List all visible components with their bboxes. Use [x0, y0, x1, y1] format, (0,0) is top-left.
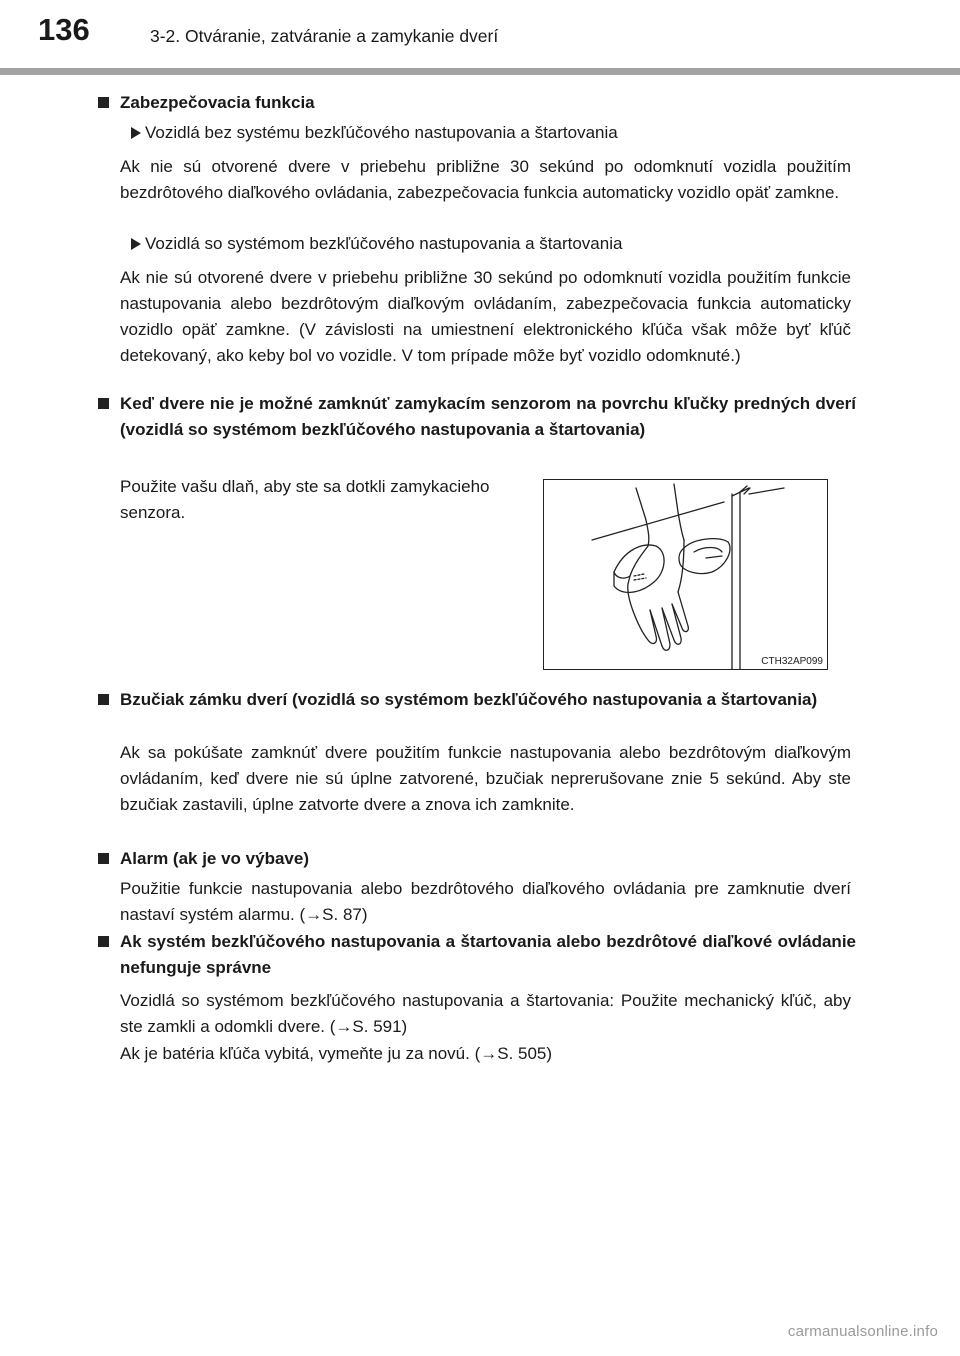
paragraph: Ak nie sú otvorené dvere v priebehu približne 30 sekúnd po odomknutí vozidla použitím funkcie nastupovania alebo bezdrôtovým diaľkovým ovládaním, zabezpečovacia funkcia automaticky vozidlo opäť zamkne. (V závislosti na umiestnení elektronického kľúča však môže byť kľúč detekovaný, ako keby bol vo vozidle. V tom prípade môže byť vozidlo odomknuté.) [120, 268, 851, 365]
door-crease-line [592, 502, 724, 540]
section-heading: Keď dvere nie je možné zamknúť zamykacím senzorom na povrchu kľučky predných dverí (vozidlá so systémom bezkľúčového nastupovania a štartovania) [98, 391, 856, 443]
triangle-bullet-icon [131, 238, 141, 250]
square-bullet-icon [98, 936, 109, 947]
section-heading: Bzučiak zámku dverí (vozidlá so systémom bezkľúčového nastupovania a štartovania) [98, 687, 856, 713]
handle-recess [614, 545, 664, 592]
chapter-title: 3-2. Otváranie, zatváranie a zamykanie dverí [150, 26, 499, 46]
hand-on-door-handle-image [544, 480, 827, 669]
section-heading: Alarm (ak je vo výbave) [98, 846, 856, 872]
paragraph: Vozidlá so systémom bezkľúčového nastupovania a štartovania: Použite mechanický kľúč, aby ste zamkli a odomkli dvere. (→S. 591) [120, 991, 851, 1036]
section-heading: Zabezpečovacia funkcia [98, 90, 856, 116]
watermark: carmanualsonline.info [787, 1323, 938, 1340]
paragraph: Použitie funkcie nastupovania alebo bezdrôtového diaľkového ovládania pre zamknutie dverí nastaví systém alarmu. (→S. 87) [120, 879, 851, 924]
square-bullet-icon [98, 97, 109, 108]
page-number: 136 [38, 12, 90, 47]
page-header [0, 0, 960, 80]
figure-code: CTH32AP099 [761, 656, 823, 667]
square-bullet-icon [98, 398, 109, 409]
lock-sensor-illustration [543, 479, 828, 670]
square-bullet-icon [98, 853, 109, 864]
triangle-bullet-icon [131, 127, 141, 139]
square-bullet-icon [98, 694, 109, 705]
subheading: Vozidlá so systémom bezkľúčového nastupovania a štartovania [131, 231, 851, 257]
header-rule [0, 68, 960, 75]
section-heading: Ak systém bezkľúčového nastupovania a štartovania alebo bezdrôtové diaľkové ovládanie nefunguje správne [98, 929, 856, 981]
figure-caption: Použite vašu dlaň, aby ste sa dotkli zamykacieho senzora. [120, 477, 490, 522]
hand-outline [628, 546, 657, 643]
paragraph: Ak nie sú otvorené dvere v priebehu približne 30 sekúnd po odomknutí vozidla použitím bezdrôtového diaľkového ovládania, zabezpečovacia funkcia automaticky vozidlo opäť zamkne. [120, 157, 851, 202]
subheading: Vozidlá bez systému bezkľúčového nastupovania a štartovania [131, 120, 851, 146]
paragraph: Ak je batéria kľúča vybitá, vymeňte ju za novú. (→S. 505) [120, 1044, 553, 1063]
arm-outline [636, 488, 649, 546]
paragraph: Ak sa pokúšate zamknúť dvere použitím funkcie nastupovania alebo bezdrôtovým diaľkovým ovládaním, keď dvere nie sú úplne zatvorené, bzučiak neprerušovane znie 5 sekúnd. Aby ste bzučiak zastavili, úplne zatvorte dvere a znova ich zamknite. [120, 743, 851, 814]
